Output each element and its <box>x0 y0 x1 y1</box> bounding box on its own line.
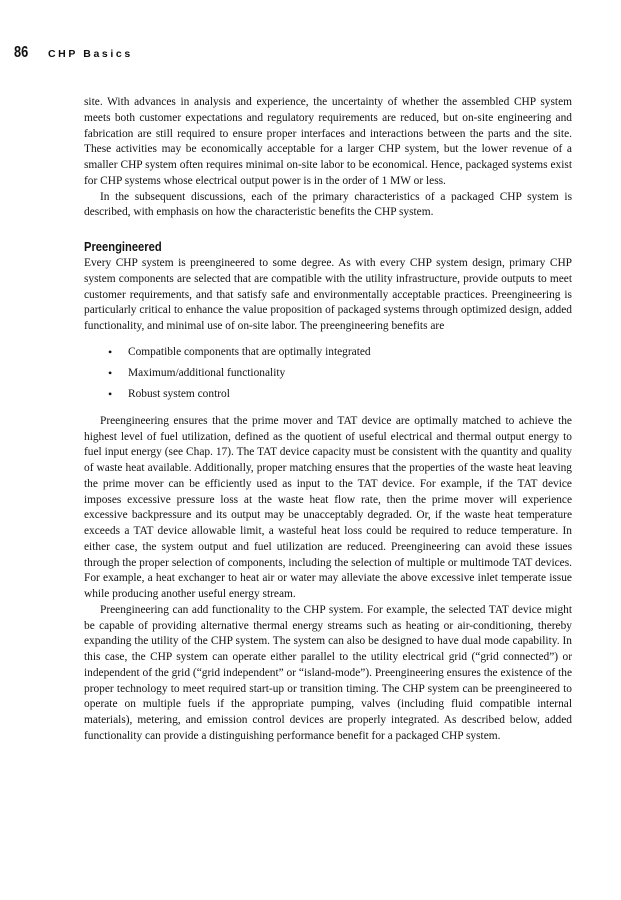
chapter-title: CHP Basics <box>48 48 133 60</box>
list-item: • Robust system control <box>108 385 572 404</box>
paragraph-optimal-matching: Preengineering ensures that the prime mover and TAT device are optimally matched to achieve the highest level of fuel utilization, defined as the quotient of useful electrical and thermal output energy to fuel input energy (see Chap. 17). The TAT device capacity must be consistent with the quantity and quality of waste heat available. Additionally, proper matching ensures that the properties of the waste heat leaving the prime mover can be efficiently used as input to the TAT device. For example, if the TAT device imposes excessive pressure loss at the waste heat flow rate, then the prime mover will experience excessive backpressure and its output may be unacceptably degraded. Or, if the waste heat temperature exceeds a TAT device allowable limit, a wasteful heat loss could be required to reduce temperature. In either case, the system output and fuel utilization are reduced. Preengineering can avoid these issues through the proper selection of components, including the selection of multiple or multimode TAT devices. For example, a heat exchanger to heat air or water may alleviate the above excessive inlet temperate issue while producing another useful energy stream. <box>84 414 572 600</box>
paragraph-subsequent-discussions: In the subsequent discussions, each of the primary characteristics of a packaged CHP system is described, with emphasis on how the characteristic benefits the CHP system. <box>84 190 572 219</box>
list-item: • Compatible components that are optimally integrated <box>108 343 572 362</box>
running-head <box>14 44 133 70</box>
list-item: • Maximum/additional functionality <box>108 364 572 383</box>
paragraph-added-functionality: Preengineering can add functionality to the CHP system. For example, the selected TAT device might be capable of providing alternative thermal energy streams such as heating or air-conditioning, thereby expanding the utility of the CHP system. The system can also be designed to have dual mode capability. In this case, the CHP system can operate either parallel to the utility electrical grid (“grid connected”) or independent of the grid (“grid independent” or “island-mode”). Preengineering ensures the existence of the proper technology to meet required start-up or transition timing. The CHP system can be preengineered to operate on multiple fuels if the appropriate pumping, valves (including fluid compatible internal materials), metering, and emission control devices are properly integrated. As described below, added functionality can provide a distinguishing performance benefit for a packaged CHP system. <box>84 603 572 742</box>
section-heading: Preengineered <box>84 239 162 254</box>
page-number: 86 <box>14 44 29 61</box>
paragraph-continuation: site. With advances in analysis and experience, the uncertainty of whether the assembled CHP system meets both customer expectations and regulatory requirements are reduced, but on-site engineering and fabrication are still required to ensure proper interfaces and interactions between the parts and the site. These activities may be economically acceptable for a larger CHP system, but the lower revenue of a smaller CHP system often requires minimal on-site labor to be economical. Hence, packaged systems exist for CHP systems whose electrical output power is in the order of 1 MW or less. <box>84 96 572 187</box>
paragraph-preengineered-lead: Every CHP system is preengineered to some degree. As with every CHP system design, primary CHP system components are selected that are compatible with the utility infrastructure, provide outputs to meet customer requirements, and that satisfy safe and environmentally acceptable practices. Preengineering is particularly critical to enhance the value proposition of packaged systems through optimized design, added functionality, and minimal use of on-site labor. The preengineering benefits are <box>84 257 572 332</box>
body-text <box>84 95 572 745</box>
benefits-list <box>84 343 572 404</box>
